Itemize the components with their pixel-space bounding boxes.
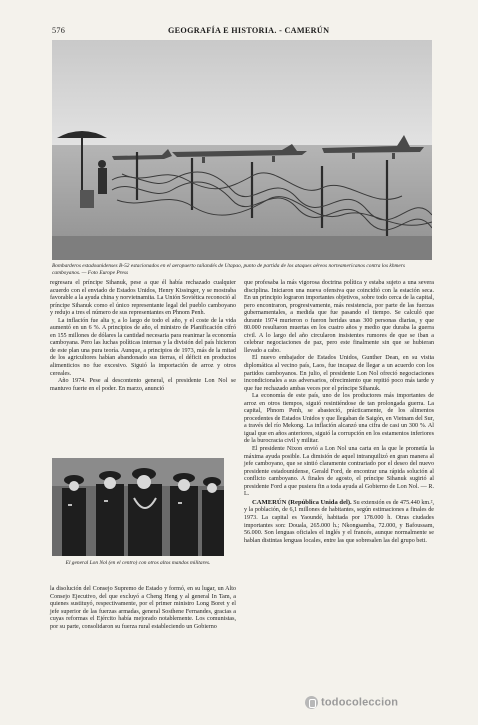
watermark-text: todocoleccion [321,696,399,709]
bombers-photo [52,40,432,260]
lon-nol-photo-illustration [52,458,224,556]
paragraph: la disolución del Consejo Supremo de Estado y formó, en su lugar, un Alto Consejo Ejecutivo, del que excluyó a Cheng Heng y al general In Tam, a quienes sustituyó, respectivamente, por el primer ministro Long Boret y el jefe superior de las fuerzas armadas, general Sosthene Fernandes, gracias a cuyas reformas el Ejército había mejorado notablemente. Los comunistas, por su parte, consolidaron su fuerza rural estableciendo un Gobierno [50,586,236,630]
paragraph: La inflación fue alta y, a lo largo de todo el año, y el coste de la vida aumentó en un 6 %. A principios de año, el ministro de Planificación cifró en 155 millones de dólares la cantidad necesaria para reanimar la economía camboyana. Pero las luchas políticas internas y la división del país hicieron de este plan una pura teoría. Aunque, a principios de 1973, más de la mitad de los agricultores habían abandonado sus tierras, el déficit en productos alimenticios no fue excesivo. Siguió la importación de arroz y otros cereales. [50,317,236,377]
lon-nol-photo [52,458,224,556]
paragraph: regresara el príncipe Sihanuk, pese a que él había rechazado cualquier acuerdo con el enviado de Estados Unidos, Henry Kissinger, y se mostraba favorable a la ayuda china y norvietnamita. La Unión Soviética reconoció al príncipe Sihanuk como el único representante legal del pueblo camboyano y redujo a tres el número de sus representantes en Phnom Penh. [50,280,236,317]
running-title: GEOGRAFÍA E HISTORIA. - CAMERÚN [168,26,330,35]
paragraph: que profesaba la más vigorosa doctrina política y estaba sujeto a una severa disciplina. Iniciaron una nueva ofensiva que coincidió con la estación seca. En un principio lograron importantes objetivos, sobre todo cerca de la capital, pero encontraron, progresivamente, más resistencia, por parte de las fuerzas gubernamentales, a medida que fue pasando el tiempo. Se calculó que durante 1974 murieron o fueron heridas unas 300 personas diarias, y que 80.000 resultaron muertas en los cuatro años y medio que duraba la guerra civil. A lo largo del año circularon insistentes rumores de que se iban a celebrar negociaciones de paz, pero este finalmente sin que se hubieran llevado a cabo. [244,280,434,354]
text-column-left-bottom [50,586,236,631]
watermark [305,696,398,709]
watermark-logo-icon [305,696,318,709]
text-column-right [244,280,434,545]
paragraph: La economía de este país, uno de los productores más importantes de arroz en otros tiempos, siguió resintiéndose de tan prolongada guerra. La capital, Phnom Penh, se abasteció, prácticamente, de los alimentos procedentes de Estados Unidos y que llegaban de Saigón, en Vietnam del Sur, a través del río Mekong. La inflación alcanzó una cifra de casi un 300 %. Al igual que en años anteriores, siguió la corrupción en los estamentos inferiores de la burocracia civil y militar. [244,393,434,445]
page-number: 576 [52,26,66,35]
paragraph: El presidente Nixon envió a Lon Nol una carta en la que le prometía la máxima ayuda posible. La dimisión de aquel intranquilizó en gran manera al jefe camboyano, que se sintió claramente contrariado por el deseo del nuevo presidente estadounidense, Gerald Ford, de encontrar una rápida solución al conflicto camboyano. A finales de agosto, el príncipe Sihanuk sugirió al presidente Ford a que pusiera fin a toda ayuda al Gobierno de Lon Nol. — R. L. [244,446,434,498]
bombers-photo-illustration [52,40,432,260]
paragraph: Año 1974. Pese al descontento general, el presidente Lon Nol se mantuvo fuerte en el poder. En marzo, anunció [50,378,236,392]
bombers-photo-caption: Bombarderos estadounidenses B-52 estacionados en el aeropuerto tailandés de Utapao, punto de partida de los ataques aéreos norteamericanos contra los khmers camboyanos. — Foto Europe Press [52,263,405,276]
cameroon-entry [244,499,434,545]
cameroon-heading: CAMERÚN (República Unida del). [252,498,352,506]
paragraph: El nuevo embajador de Estados Unidos, Gunther Dean, en su visita diplomática al vecino país, Laos, fue incapaz de llegar a un acuerdo con los partidos camboyanos. En julio, el presidente Lon Nol ofreció negociaciones incondicionales a sus adversarios, ofrecimiento que repitió poco más tarde y que fue rechazado ambas veces por el príncipe Sihanuk. [244,355,434,392]
text-column-left [50,280,236,393]
lon-nol-photo-caption: El general Lon Nol (en el centro) con otros altos mandos militares. [65,560,211,566]
page-header [52,26,444,38]
cameroon-text: Su extensión es de 475.440 km.², y la población, de 6,1 millones de habitantes, según estimaciones a finales de 1973. La capital es Yaoundé, habitada por 178.000 h. Otras ciudades importantes son: Douala, 265.000 h.; Nkongsamba, 72.000, y Bafoussam, 56.000. Son lenguas oficiales el inglés y el francés, aunque normalmente se hablan distintas lenguas locales, entre las que sobresalen las del grupo beti. [244,499,434,544]
